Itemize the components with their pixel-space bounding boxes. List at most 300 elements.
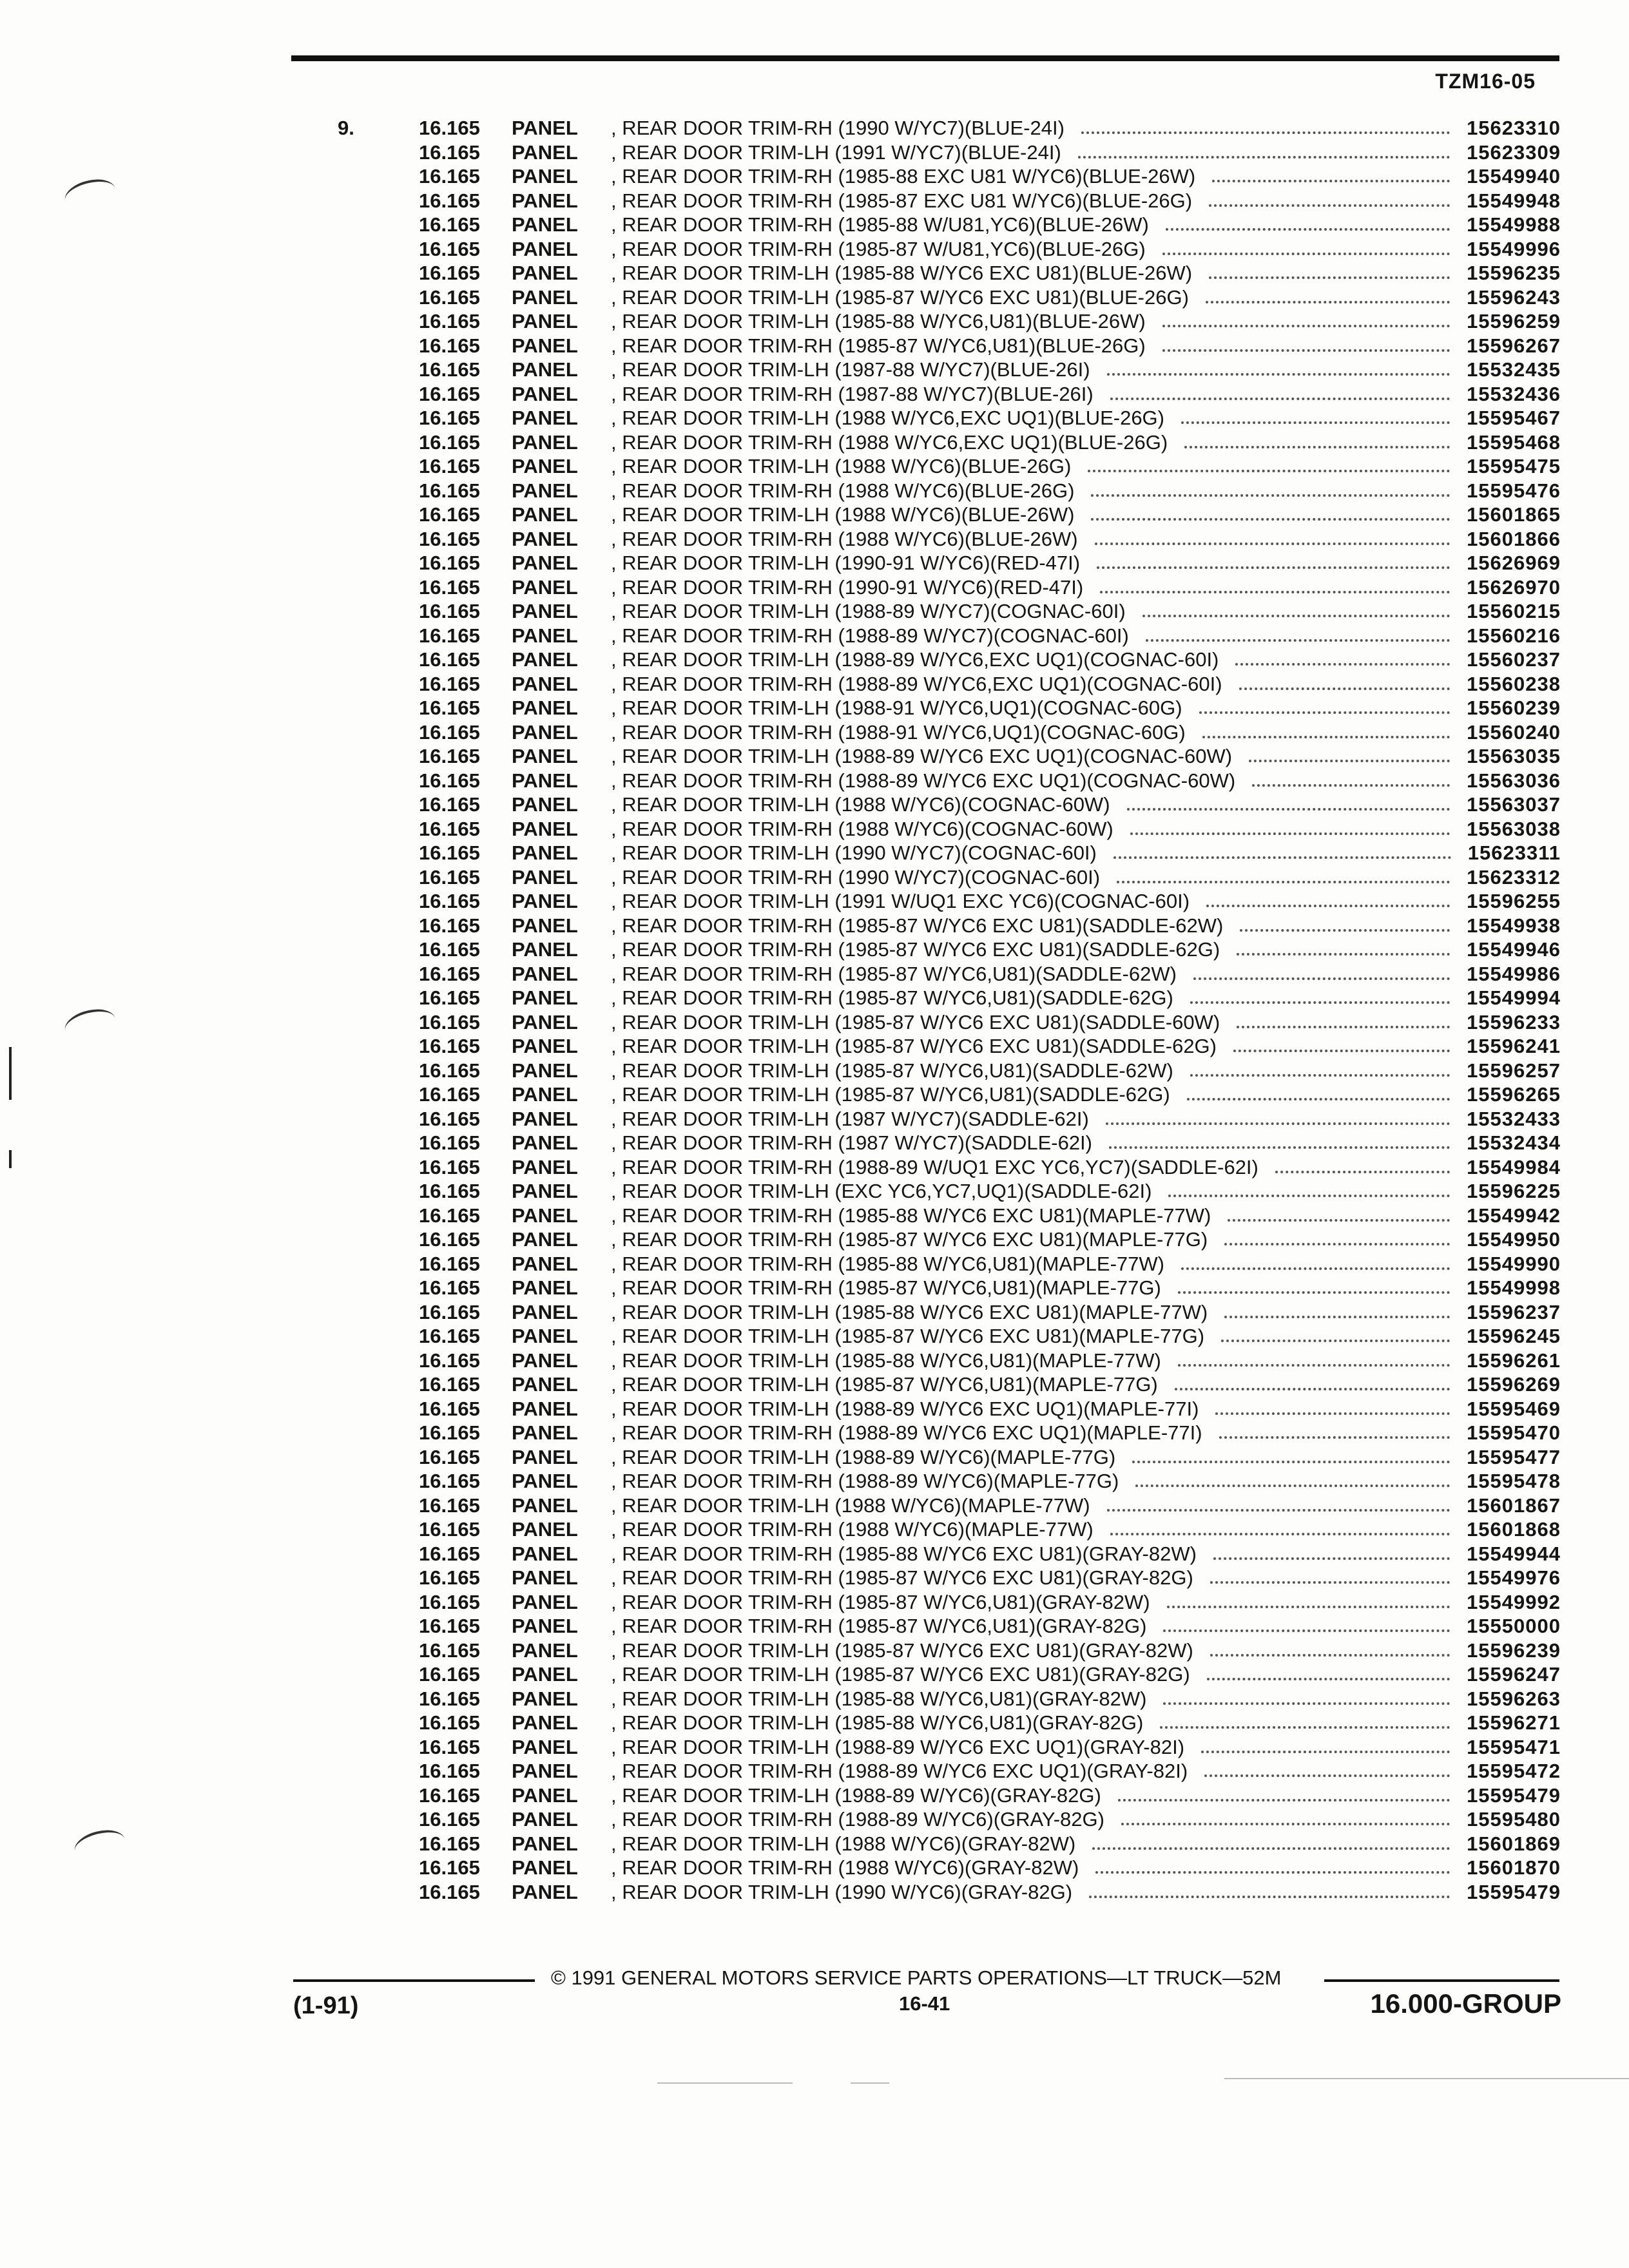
part-name: PANEL	[512, 1131, 578, 1154]
parts-row	[369, 1832, 1561, 1856]
dot-leader	[1221, 1340, 1450, 1342]
dot-leader	[1239, 687, 1450, 690]
figure-reference: 16.165	[419, 575, 480, 599]
figure-reference: 16.165	[419, 914, 480, 937]
part-name: PANEL	[512, 914, 578, 937]
part-name: PANEL	[512, 745, 578, 767]
parts-row	[369, 1880, 1561, 1905]
part-number: 15596247	[1467, 1663, 1561, 1686]
figure-reference: 16.165	[419, 1880, 480, 1903]
dot-leader	[1113, 856, 1451, 859]
dot-leader	[1092, 1847, 1450, 1850]
dot-leader	[1110, 1533, 1450, 1535]
parts-row	[369, 793, 1561, 817]
part-number: 15595468	[1467, 430, 1561, 454]
part-number: 15601867	[1467, 1494, 1561, 1517]
figure-reference: 16.165	[419, 1590, 480, 1613]
part-number: 15601870	[1467, 1856, 1561, 1879]
parts-row	[369, 430, 1561, 455]
figure-reference: 16.165	[419, 1107, 480, 1130]
dot-leader	[1210, 1581, 1450, 1584]
figure-reference: 16.165	[419, 1349, 480, 1372]
figure-reference: 16.165	[419, 407, 480, 429]
part-name: PANEL	[512, 1687, 578, 1710]
parts-row	[369, 1517, 1561, 1542]
part-name: PANEL	[512, 962, 578, 985]
part-name: PANEL	[512, 1325, 578, 1347]
figure-reference: 16.165	[419, 745, 480, 767]
parts-row	[369, 1204, 1561, 1228]
parts-row	[369, 962, 1561, 986]
part-number: 15560240	[1467, 720, 1561, 744]
part-number: 15595475	[1467, 455, 1561, 477]
dot-leader	[1107, 373, 1450, 376]
part-description: , REAR DOOR TRIM-LH (1988-89 W/YC7)(COGNAC-60I)	[611, 600, 1126, 622]
dot-leader	[1190, 1074, 1450, 1077]
part-description: , REAR DOOR TRIM-LH (1985-88 W/YC6 EXC U81)(MAPLE-77W)	[611, 1300, 1208, 1323]
figure-reference: 16.165	[419, 140, 480, 164]
figure-reference: 16.165	[419, 1445, 480, 1468]
margin-mark	[9, 1150, 12, 1168]
figure-reference: 16.165	[419, 769, 480, 792]
dot-leader	[1127, 808, 1450, 811]
dot-leader	[1110, 398, 1450, 400]
part-description: , REAR DOOR TRIM-LH (1988-89 W/YC6)(GRAY-82G)	[611, 1783, 1101, 1807]
parts-row	[369, 1639, 1561, 1663]
part-number: 15560239	[1467, 697, 1561, 719]
part-number: 15595478	[1467, 1470, 1561, 1492]
part-number: 15596267	[1467, 334, 1561, 357]
part-name: PANEL	[512, 503, 578, 526]
figure-reference: 16.165	[419, 285, 480, 309]
parts-row	[369, 672, 1561, 697]
part-description: , REAR DOOR TRIM-LH (1988-89 W/YC6)(MAPLE-77G)	[611, 1445, 1116, 1468]
figure-reference: 16.165	[419, 962, 480, 985]
figure-reference: 16.165	[419, 358, 480, 381]
dot-leader	[1219, 1436, 1450, 1439]
margin-mark	[62, 175, 119, 215]
dot-leader	[1175, 1388, 1450, 1390]
figure-reference: 16.165	[419, 213, 480, 236]
parts-row	[369, 382, 1561, 407]
part-description: , REAR DOOR TRIM-RH (1988 W/YC6)(BLUE-26W)	[611, 527, 1078, 550]
parts-row	[369, 1735, 1561, 1760]
part-name: PANEL	[512, 1107, 578, 1130]
dot-leader	[1212, 180, 1450, 182]
part-name: PANEL	[512, 697, 578, 719]
part-description: , REAR DOOR TRIM-LH (1985-87 W/YC6 EXC U81)(MAPLE-77G)	[611, 1325, 1205, 1347]
scan-line	[1224, 2078, 1629, 2079]
part-name: PANEL	[512, 624, 578, 647]
part-description: , REAR DOOR TRIM-RH (1985-87 W/YC6,U81)(GRAY-82G)	[611, 1615, 1147, 1637]
dot-leader	[1184, 446, 1450, 448]
part-description: , REAR DOOR TRIM-RH (1987-88 W/YC7)(BLUE-26I)	[611, 382, 1094, 405]
parts-row	[369, 624, 1561, 648]
part-name: PANEL	[512, 720, 578, 744]
part-name: PANEL	[512, 1228, 578, 1251]
part-number: 15549944	[1467, 1542, 1561, 1565]
figure-reference: 16.165	[419, 600, 480, 622]
dot-leader	[1206, 301, 1450, 303]
part-description: , REAR DOOR TRIM-LH (1988-89 W/YC6,EXC UQ1)(COGNAC-60I)	[611, 648, 1219, 671]
figure-reference: 16.165	[419, 527, 480, 550]
part-number: 15595471	[1467, 1735, 1561, 1758]
parts-row	[369, 1324, 1561, 1349]
dot-leader	[1181, 1267, 1450, 1270]
part-name: PANEL	[512, 1832, 578, 1855]
part-name: PANEL	[512, 890, 578, 912]
dot-leader	[1204, 1774, 1450, 1777]
figure-reference: 16.165	[419, 1783, 480, 1807]
parts-row	[369, 285, 1561, 310]
dot-leader	[1091, 518, 1450, 521]
part-description: , REAR DOOR TRIM-RH (1985-88 W/U81,YC6)(BLUE-26W)	[611, 213, 1149, 236]
figure-reference: 16.165	[419, 624, 480, 647]
part-number: 15595479	[1467, 1783, 1561, 1807]
dot-leader	[1190, 1001, 1450, 1004]
figure-reference: 16.165	[419, 697, 480, 719]
dot-leader	[1089, 1896, 1450, 1898]
dot-leader	[1118, 1799, 1450, 1802]
part-name: PANEL	[512, 1760, 578, 1782]
figure-reference: 16.165	[419, 1131, 480, 1154]
part-number: 15601868	[1467, 1518, 1561, 1541]
part-number: 15549986	[1467, 962, 1561, 985]
copyright-notice: © 1991 GENERAL MOTORS SERVICE PARTS OPERATIONS—LT TRUCK—52M	[551, 1966, 1282, 1989]
figure-reference: 16.165	[419, 648, 480, 671]
part-description: , REAR DOOR TRIM-LH (1985-88 W/YC6 EXC U81)(BLUE-26W)	[611, 262, 1193, 284]
figure-reference: 16.165	[419, 938, 480, 961]
part-name: PANEL	[512, 430, 578, 454]
margin-mark	[9, 1047, 12, 1100]
part-name: PANEL	[512, 1470, 578, 1492]
dot-leader	[1206, 905, 1450, 907]
part-number: 15549996	[1467, 237, 1561, 260]
parts-row	[369, 527, 1561, 552]
part-description: , REAR DOOR TRIM-LH (1988-89 W/YC6 EXC UQ1)(MAPLE-77I)	[611, 1397, 1199, 1420]
part-description: , REAR DOOR TRIM-LH (1985-87 W/YC6,U81)(MAPLE-77G)	[611, 1373, 1158, 1396]
figure-reference: 16.165	[419, 1276, 480, 1299]
part-description: , REAR DOOR TRIM-RH (1985-87 W/YC6,U81)(SADDLE-62W)	[611, 962, 1177, 985]
part-name: PANEL	[512, 1059, 578, 1082]
parts-row	[369, 817, 1561, 841]
part-name: PANEL	[512, 938, 578, 961]
part-name: PANEL	[512, 793, 578, 816]
figure-reference: 16.165	[419, 672, 480, 695]
margin-mark	[62, 1004, 119, 1044]
part-name: PANEL	[512, 841, 578, 864]
figure-reference: 16.165	[419, 1035, 480, 1057]
parts-row	[369, 334, 1561, 358]
parts-row	[369, 1300, 1561, 1325]
figure-reference: 16.165	[419, 165, 480, 187]
part-description: , REAR DOOR TRIM-RH (1988 W/YC6)(MAPLE-77W)	[611, 1518, 1094, 1541]
scan-line	[851, 2082, 889, 2084]
part-description: , REAR DOOR TRIM-LH (1985-88 W/YC6,U81)(GRAY-82G)	[611, 1711, 1144, 1734]
dot-leader	[1201, 1751, 1450, 1753]
part-number: 15563035	[1467, 745, 1561, 767]
parts-row	[369, 1082, 1561, 1107]
part-name: PANEL	[512, 1445, 578, 1468]
parts-row	[369, 986, 1561, 1010]
part-name: PANEL	[512, 479, 578, 502]
part-name: PANEL	[512, 165, 578, 187]
parts-row	[369, 1421, 1561, 1445]
parts-row	[369, 937, 1561, 962]
part-name: PANEL	[512, 1856, 578, 1879]
part-description: , REAR DOOR TRIM-LH (1990 W/YC7)(COGNAC-60I)	[611, 841, 1097, 864]
figure-reference: 16.165	[419, 237, 480, 260]
dot-leader	[1187, 1098, 1450, 1100]
figure-reference: 16.165	[419, 1155, 480, 1178]
part-description: , REAR DOOR TRIM-RH (1988-89 W/YC6 EXC UQ1)(COGNAC-60W)	[611, 769, 1236, 792]
part-description: , REAR DOOR TRIM-LH (1985-87 W/YC6 EXC U81)(GRAY-82W)	[611, 1639, 1193, 1662]
part-name: PANEL	[512, 769, 578, 792]
part-number: 15532433	[1467, 1107, 1561, 1130]
part-number: 15595467	[1467, 407, 1561, 429]
dot-leader	[1167, 1606, 1450, 1608]
part-number: 15596239	[1467, 1639, 1561, 1662]
part-number: 15549976	[1467, 1566, 1561, 1589]
part-name: PANEL	[512, 648, 578, 671]
figure-reference: 16.165	[419, 1518, 480, 1541]
part-number: 15596235	[1467, 262, 1561, 284]
parts-row	[369, 358, 1561, 382]
part-number: 15549950	[1467, 1228, 1561, 1251]
part-name: PANEL	[512, 672, 578, 695]
document-code: TZM16-05	[1435, 70, 1536, 93]
dot-leader	[1081, 131, 1450, 134]
part-name: PANEL	[512, 817, 578, 840]
part-description: , REAR DOOR TRIM-RH (1988 W/YC6,EXC UQ1)(BLUE-26G)	[611, 430, 1168, 454]
part-number: 15596255	[1467, 890, 1561, 912]
dot-leader	[1237, 953, 1450, 956]
parts-row	[369, 696, 1561, 720]
part-description: , REAR DOOR TRIM-LH (1985-87 W/YC6,U81)(SADDLE-62W)	[611, 1059, 1173, 1082]
part-name: PANEL	[512, 1711, 578, 1734]
figure-reference: 16.165	[419, 552, 480, 574]
part-description: , REAR DOOR TRIM-RH (1985-87 EXC U81 W/YC6)(BLUE-26G)	[611, 189, 1193, 212]
part-name: PANEL	[512, 1276, 578, 1299]
part-description: , REAR DOOR TRIM-RH (1985-87 W/YC6 EXC U81)(MAPLE-77G)	[611, 1228, 1208, 1251]
dot-leader	[1163, 1629, 1450, 1632]
parts-row	[369, 237, 1561, 262]
dot-leader	[1130, 832, 1450, 835]
part-number: 15596265	[1467, 1083, 1561, 1106]
footer-rule-left	[293, 1979, 535, 1982]
figure-reference: 16.165	[419, 1494, 480, 1517]
part-number: 15595470	[1467, 1421, 1561, 1444]
part-name: PANEL	[512, 1639, 578, 1662]
parts-row	[369, 575, 1561, 600]
dot-leader	[1237, 1026, 1450, 1028]
dot-leader	[1224, 1316, 1450, 1318]
parts-row	[369, 1131, 1561, 1155]
part-name: PANEL	[512, 382, 578, 405]
dot-leader	[1162, 253, 1450, 255]
part-name: PANEL	[512, 527, 578, 550]
dot-leader	[1209, 204, 1450, 207]
part-description: , REAR DOOR TRIM-RH (1985-87 W/YC6 EXC U81)(GRAY-82G)	[611, 1566, 1193, 1589]
part-name: PANEL	[512, 1204, 578, 1227]
part-number: 15596257	[1467, 1059, 1561, 1082]
page-number: 16-41	[899, 1992, 950, 2015]
figure-reference: 16.165	[419, 890, 480, 912]
part-name: PANEL	[512, 1349, 578, 1372]
part-number: 15596263	[1467, 1687, 1561, 1710]
parts-row	[369, 1010, 1561, 1035]
part-name: PANEL	[512, 285, 578, 309]
parts-row	[369, 140, 1561, 165]
dot-leader	[1142, 615, 1450, 617]
part-number: 15549984	[1467, 1155, 1561, 1178]
dot-leader	[1091, 494, 1450, 497]
part-number: 15532434	[1467, 1131, 1561, 1154]
part-name: PANEL	[512, 262, 578, 284]
part-description: , REAR DOOR TRIM-RH (1988 W/YC6)(COGNAC-60W)	[611, 817, 1113, 840]
figure-reference: 16.165	[419, 986, 480, 1009]
dot-leader	[1213, 1557, 1450, 1560]
figure-reference: 16.165	[419, 1687, 480, 1710]
part-name: PANEL	[512, 1542, 578, 1565]
part-number: 15596237	[1467, 1300, 1561, 1323]
part-name: PANEL	[512, 358, 578, 381]
parts-row	[369, 479, 1561, 503]
parts-row	[369, 841, 1561, 865]
part-description: , REAR DOOR TRIM-LH (1985-88 W/YC6,U81)(MAPLE-77W)	[611, 1349, 1161, 1372]
figure-reference: 16.165	[419, 310, 480, 332]
parts-row	[369, 503, 1561, 527]
figure-reference: 16.165	[419, 1542, 480, 1565]
parts-row	[369, 599, 1561, 624]
part-name: PANEL	[512, 1035, 578, 1057]
part-description: , REAR DOOR TRIM-RH (1988-89 W/UQ1 EXC YC6,YC7)(SADDLE-62I)	[611, 1155, 1258, 1178]
part-description: , REAR DOOR TRIM-RH (1985-88 W/YC6,U81)(MAPLE-77W)	[611, 1252, 1164, 1275]
part-number: 15560237	[1467, 648, 1561, 671]
item-number: 9.	[338, 117, 354, 139]
part-number: 15560238	[1467, 672, 1561, 695]
part-name: PANEL	[512, 575, 578, 599]
part-name: PANEL	[512, 407, 578, 429]
part-description: , REAR DOOR TRIM-RH (1988 W/YC6)(GRAY-82W)	[611, 1856, 1079, 1879]
parts-row	[369, 1276, 1561, 1300]
part-number: 15549948	[1467, 189, 1561, 212]
header-rule	[291, 55, 1559, 61]
part-description: , REAR DOOR TRIM-RH (1990 W/YC7)(COGNAC-60I)	[611, 865, 1101, 889]
figure-reference: 16.165	[419, 1639, 480, 1662]
figure-reference: 16.165	[419, 1856, 480, 1879]
part-description: , REAR DOOR TRIM-RH (1985-87 W/YC6 EXC U81)(SADDLE-62W)	[611, 914, 1224, 937]
part-number: 15549998	[1467, 1276, 1561, 1299]
part-number: 15563038	[1467, 817, 1561, 840]
dot-leader	[1100, 591, 1450, 593]
part-number: 15549940	[1467, 165, 1561, 187]
dot-leader	[1106, 1122, 1450, 1125]
parts-row	[369, 1252, 1561, 1276]
dot-leader	[1252, 784, 1450, 787]
figure-reference: 16.165	[419, 430, 480, 454]
part-name: PANEL	[512, 1735, 578, 1758]
part-description: , REAR DOOR TRIM-RH (1985-88 EXC U81 W/YC6)(BLUE-26W)	[611, 165, 1196, 187]
parts-row	[369, 1397, 1561, 1421]
dot-leader	[1078, 156, 1450, 159]
parts-row	[369, 1227, 1561, 1252]
part-name: PANEL	[512, 1421, 578, 1444]
part-description: , REAR DOOR TRIM-LH (EXC YC6,YC7,UQ1)(SADDLE-62I)	[611, 1180, 1152, 1202]
figure-reference: 16.165	[419, 720, 480, 744]
dot-leader	[1132, 1461, 1450, 1463]
part-description: , REAR DOOR TRIM-RH (1988-89 W/YC6 EXC UQ1)(MAPLE-77I)	[611, 1421, 1202, 1444]
part-number: 15563036	[1467, 769, 1561, 792]
parts-row	[369, 1372, 1561, 1397]
dot-leader	[1228, 1219, 1450, 1222]
dot-leader	[1181, 421, 1450, 424]
part-description: , REAR DOOR TRIM-LH (1987-88 W/YC7)(BLUE-26I)	[611, 358, 1090, 381]
figure-reference: 16.165	[419, 1228, 480, 1251]
part-description: , REAR DOOR TRIM-RH (1985-87 W/YC6,U81)(BLUE-26G)	[611, 334, 1146, 357]
parts-row	[369, 1349, 1561, 1373]
part-description: , REAR DOOR TRIM-RH (1985-87 W/YC6,U81)(SADDLE-62G)	[611, 986, 1173, 1009]
part-number: 15596233	[1467, 1010, 1561, 1033]
part-description: , REAR DOOR TRIM-LH (1988 W/YC6)(MAPLE-77W)	[611, 1494, 1090, 1517]
part-name: PANEL	[512, 986, 578, 1009]
dot-leader	[1168, 1195, 1450, 1197]
dot-leader	[1209, 276, 1450, 279]
dot-leader	[1275, 1171, 1450, 1173]
dot-leader	[1135, 1485, 1450, 1487]
dot-leader	[1178, 1291, 1450, 1294]
dot-leader	[1193, 977, 1450, 980]
figure-reference: 16.165	[419, 865, 480, 889]
parts-row	[369, 1783, 1561, 1808]
part-description: , REAR DOOR TRIM-RH (1985-88 W/YC6 EXC U81)(GRAY-82W)	[611, 1542, 1197, 1565]
part-description: , REAR DOOR TRIM-RH (1988 W/YC6)(BLUE-26G)	[611, 479, 1075, 502]
part-number: 15549990	[1467, 1252, 1561, 1275]
part-description: , REAR DOOR TRIM-LH (1987 W/YC7)(SADDLE-62I)	[611, 1107, 1089, 1130]
part-description: , REAR DOOR TRIM-RH (1988-89 W/YC6)(MAPLE-77G)	[611, 1470, 1119, 1492]
part-description: , REAR DOOR TRIM-RH (1985-87 W/YC6,U81)(MAPLE-77G)	[611, 1276, 1161, 1299]
part-name: PANEL	[512, 1155, 578, 1178]
figure-reference: 16.165	[419, 1808, 480, 1831]
dot-leader	[1202, 736, 1450, 738]
dot-leader	[1117, 881, 1450, 883]
figure-reference: 16.165	[419, 1252, 480, 1275]
part-name: PANEL	[512, 1566, 578, 1589]
part-name: PANEL	[512, 1373, 578, 1396]
figure-reference: 16.165	[419, 1470, 480, 1492]
figure-reference: 16.165	[419, 817, 480, 840]
scan-line	[657, 2082, 793, 2084]
part-name: PANEL	[512, 1663, 578, 1686]
part-number: 15601866	[1467, 527, 1561, 550]
parts-row	[369, 720, 1561, 745]
part-description: , REAR DOOR TRIM-LH (1988 W/YC6)(COGNAC-60W)	[611, 793, 1110, 816]
part-number: 15549942	[1467, 1204, 1561, 1227]
part-name: PANEL	[512, 1518, 578, 1541]
part-number: 15560215	[1467, 600, 1561, 622]
parts-row	[369, 769, 1561, 793]
part-description: , REAR DOOR TRIM-LH (1990 W/YC6)(GRAY-82G)	[611, 1880, 1073, 1903]
part-name: PANEL	[512, 865, 578, 889]
part-description: , REAR DOOR TRIM-LH (1990-91 W/YC6)(RED-47I)	[611, 552, 1081, 574]
parts-row	[369, 1107, 1561, 1131]
part-number: 15549992	[1467, 1590, 1561, 1613]
dot-leader	[1178, 1364, 1450, 1367]
parts-row	[369, 1614, 1561, 1639]
part-number: 15595480	[1467, 1808, 1561, 1831]
margin-mark	[72, 1825, 128, 1865]
parts-row	[369, 213, 1561, 237]
